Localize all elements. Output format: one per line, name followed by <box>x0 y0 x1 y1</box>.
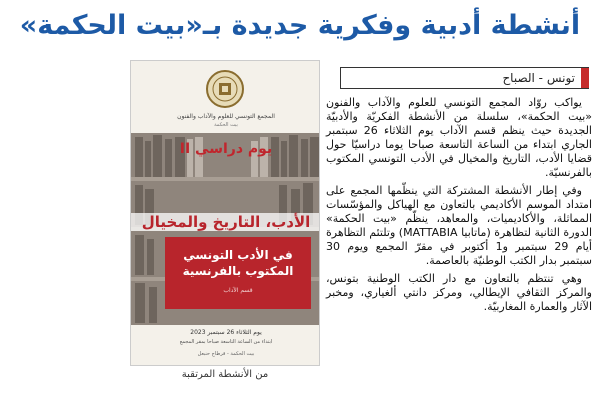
poster-subtitle <box>165 247 311 279</box>
byline: تونس - الصباح <box>502 71 575 85</box>
poster-day-label: يوم دراسي II <box>179 141 273 157</box>
poster-footer: بيت الحكمة - قرطاج حنبعل <box>197 351 255 357</box>
byline-box <box>340 67 589 89</box>
article-paragraph-1: يواكب روّاد المجمع التونسي للعلوم والآداب والفنون «بيت الحكمة»، سلسلة من الأنشطة الفكريّة والأدبيّة الجديدة حيث ينظم قسم الآداب يوم الثلاثاء 26 سبتمبر الجاري ابتداء من الساعة التاسعة صباحا يوما دراسيّا حول قضايا الأدب، التاريخ والمخيال في الأدب التونسي المكتوب بالفرنسيّة. <box>326 96 592 179</box>
poster-organization-sub: بيت الحكمة <box>214 122 238 128</box>
article-paragraph-2: وفي إطار الأنشطة المشتركة التي ينظّمها المجمع على امتداد الموسم الأكاديمي بالتعاون مع الهياكل والمؤسّسات المماثلة، والأكاديميات، والمعاهد، ينظّم «بيت الحكمة» الدورة الثانية لتظاهرة (ماتابيا MATTABIA) وتلتئم التظاهرة أيام 29 سبتمبر و1 أكتوبر في مقرّ المجمع ويوم 30 سبتمبر بدار الكتب الوطنيّة بالعاصمة. <box>326 184 592 267</box>
event-poster-image <box>130 60 320 366</box>
institution-logo-icon <box>205 69 245 109</box>
article-paragraph-3: وهي تنتظم بالتعاون مع دار الكتب الوطنية بتونس، والمركز الثقافي الإيطالي، ومركز دانتي ألغياري، ومخبر الآثار والعمارة المغاربيّة. <box>326 272 592 313</box>
image-caption: من الأنشطة المرتقبة <box>181 369 269 380</box>
poster-subtitle-small: قسم الآداب <box>223 287 253 294</box>
byline-accent-mark <box>581 68 589 88</box>
poster-subtitle-line-1: في الأدب التونسي <box>183 248 293 262</box>
poster-time: ابتداء من الساعة التاسعة صباحا بمقر المجمع <box>179 339 273 345</box>
poster-organization: المجمع التونسي للعلوم والآداب والفنون <box>177 113 275 120</box>
poster-date: يوم الثلاثاء 26 سبتمبر 2023 <box>190 329 262 336</box>
poster-title: الأدب، التاريخ والمخيال <box>131 213 320 231</box>
headline: أنشطة أدبية وفكرية جديدة بـ«بيت الحكمة» <box>19 10 581 41</box>
poster-subtitle-line-2: المكتوب بالفرنسية <box>182 264 294 278</box>
article-body <box>326 96 592 318</box>
